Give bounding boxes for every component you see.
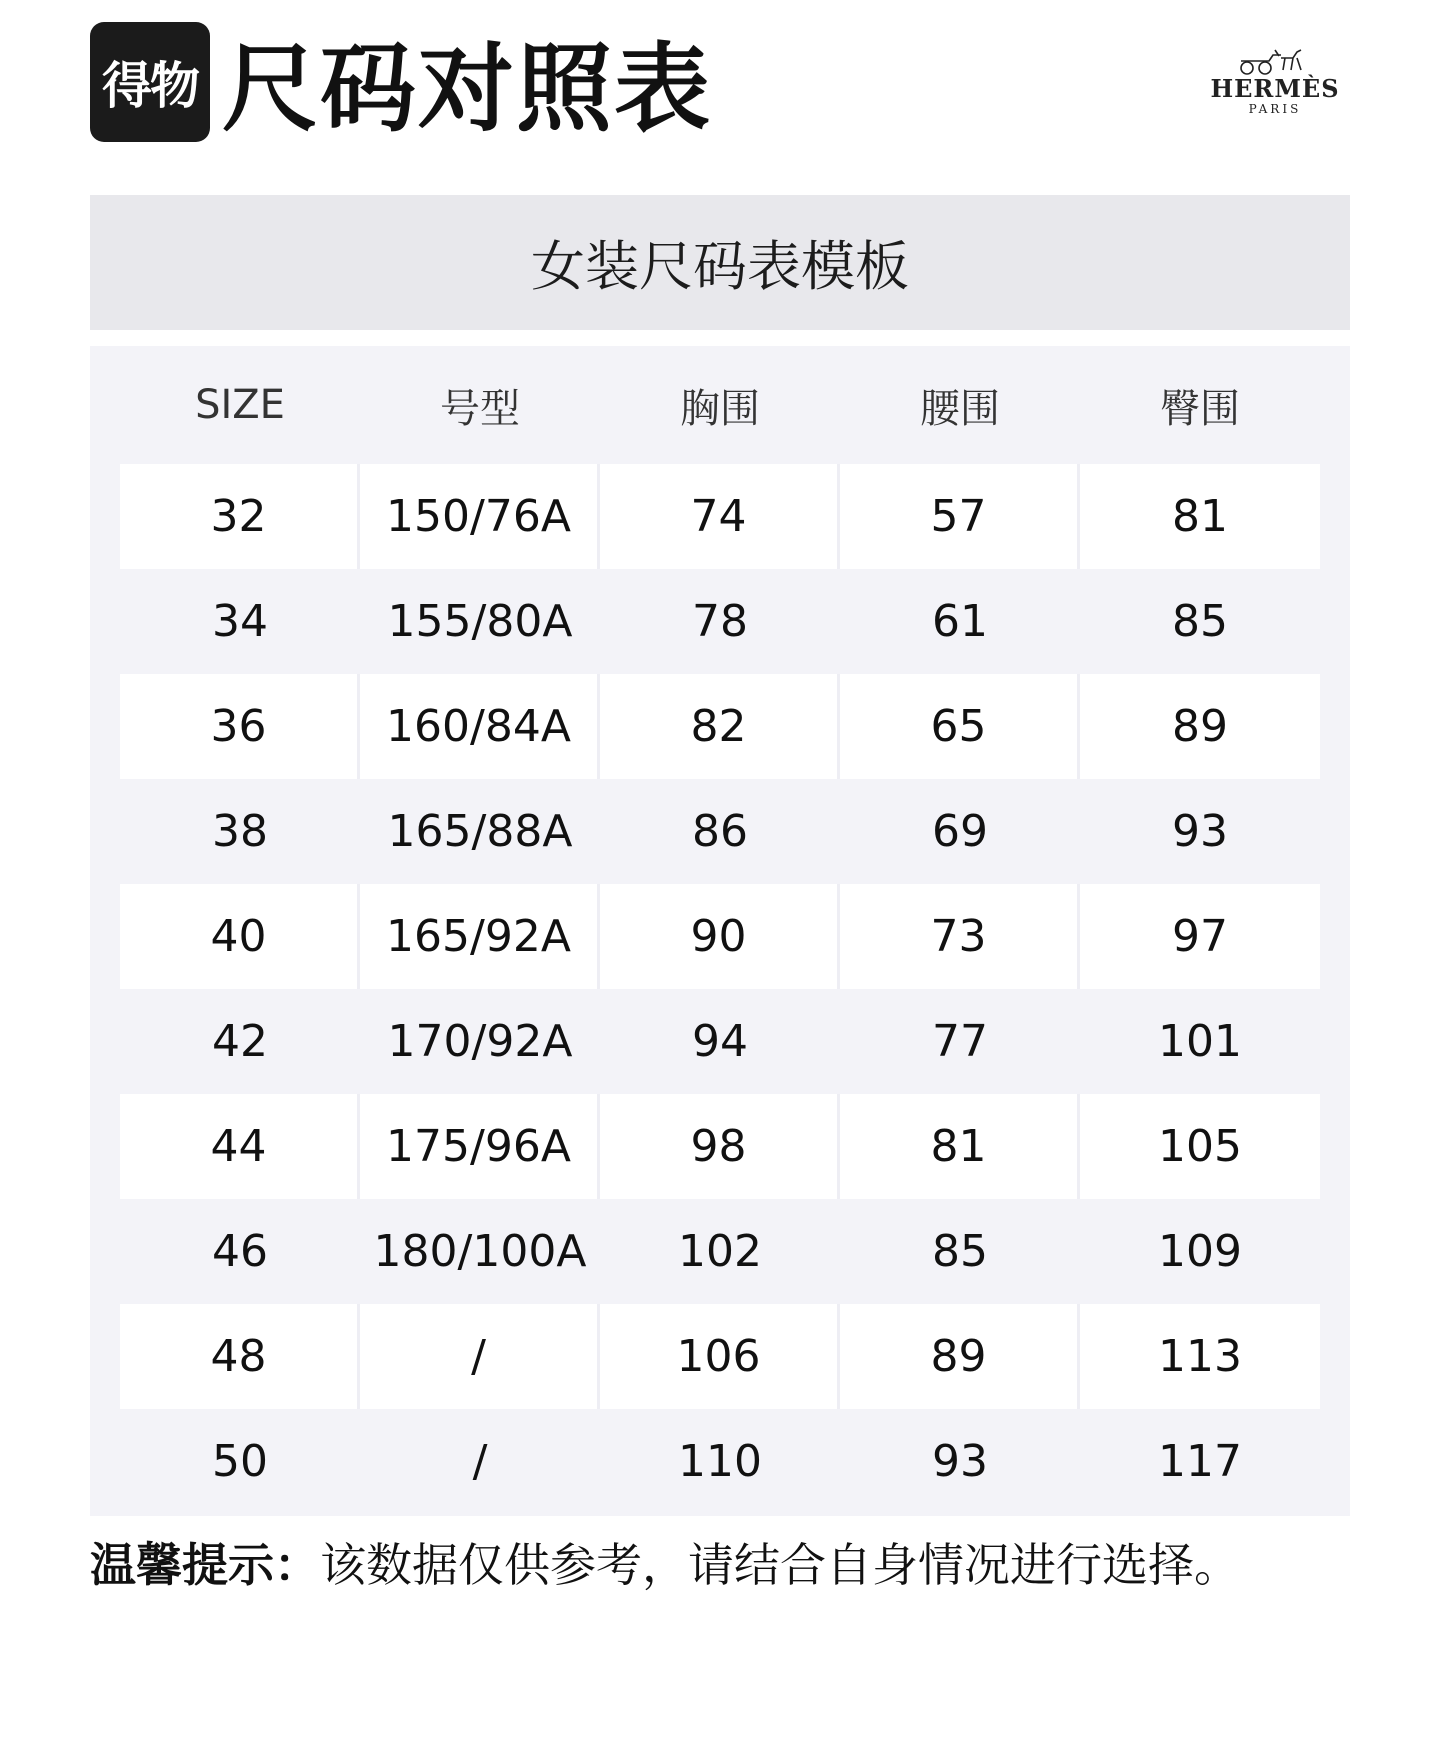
cell-hip: 109 [1158,1226,1242,1277]
cell-waist: 73 [840,884,1080,989]
cell-chest: 78 [692,596,748,647]
cell-waist: 61 [932,596,988,647]
cell-size: 42 [212,1016,268,1067]
cell-chest: 94 [692,1016,748,1067]
cell-hip: 117 [1158,1436,1242,1487]
cell-chest: 102 [678,1226,762,1277]
cell-hip: 97 [1080,884,1320,989]
cell-model: 175/96A [360,1094,600,1199]
cell-model: 155/80A [387,596,573,647]
cell-size: 50 [212,1436,268,1487]
table-row [120,989,1320,1094]
cell-chest: 74 [600,464,840,569]
cell-hip: 89 [1080,674,1320,779]
cell-model: 150/76A [360,464,600,569]
brand-logo [1200,46,1350,116]
cell-hip: 101 [1158,1016,1242,1067]
header-model: 号型 [440,385,520,432]
cell-size: 40 [120,884,360,989]
table-row [120,464,1320,569]
header-hip: 臀围 [1160,385,1240,432]
cell-chest: 98 [600,1094,840,1199]
cell-size: 34 [212,596,268,647]
cell-chest: 106 [600,1304,840,1409]
cell-waist: 65 [840,674,1080,779]
cell-waist: 77 [932,1016,988,1067]
table-row [120,569,1320,674]
tip-text: 该数据仅供参考，请结合自身情况进行选择。 [320,1538,1240,1592]
cell-waist: 93 [932,1436,988,1487]
table-header-row [120,346,1320,464]
carriage-icon [1235,46,1315,76]
table-title: 女装尺码表模板 [531,235,909,298]
table-row [120,1094,1320,1199]
header [90,22,1350,152]
cell-waist: 85 [932,1226,988,1277]
cell-model: 170/92A [387,1016,573,1067]
cell-model: 165/88A [387,806,573,857]
cell-model: / [472,1436,488,1487]
table-row [120,1304,1320,1409]
cell-size: 48 [120,1304,360,1409]
cell-chest: 82 [600,674,840,779]
cell-model: / [360,1304,600,1409]
cell-hip: 85 [1172,596,1228,647]
cell-model: 180/100A [373,1226,587,1277]
cell-waist: 69 [932,806,988,857]
tip-label: 温馨提示： [90,1538,320,1592]
table-body [120,464,1320,1514]
header-waist: 腰围 [920,385,1000,432]
cell-size: 38 [212,806,268,857]
cell-hip: 93 [1172,806,1228,857]
logo-text: 得物 [102,57,198,115]
cell-waist: 89 [840,1304,1080,1409]
cell-size: 36 [120,674,360,779]
cell-size: 44 [120,1094,360,1199]
header-chest: 胸围 [680,385,760,432]
cell-model: 165/92A [360,884,600,989]
table-row [120,1199,1320,1304]
header-size: SIZE [195,382,285,428]
cell-chest: 90 [600,884,840,989]
table-title-band [90,195,1350,330]
cell-waist: 57 [840,464,1080,569]
cell-waist: 81 [840,1094,1080,1199]
cell-size: 32 [120,464,360,569]
tip-note [90,1535,1350,1595]
cell-model: 160/84A [360,674,600,779]
brand-city: PARIS [1248,102,1302,116]
table-row [120,1409,1320,1514]
app-logo [90,22,210,142]
table-row [120,674,1320,779]
table-row [120,779,1320,884]
brand-name: HERMÈS [1210,74,1340,103]
cell-size: 46 [212,1226,268,1277]
cell-hip: 81 [1080,464,1320,569]
cell-chest: 110 [678,1436,762,1487]
size-table [90,346,1350,1516]
page-title: 尺码对照表 [222,33,712,145]
table-row [120,884,1320,989]
cell-chest: 86 [692,806,748,857]
cell-hip: 113 [1080,1304,1320,1409]
cell-hip: 105 [1080,1094,1320,1199]
